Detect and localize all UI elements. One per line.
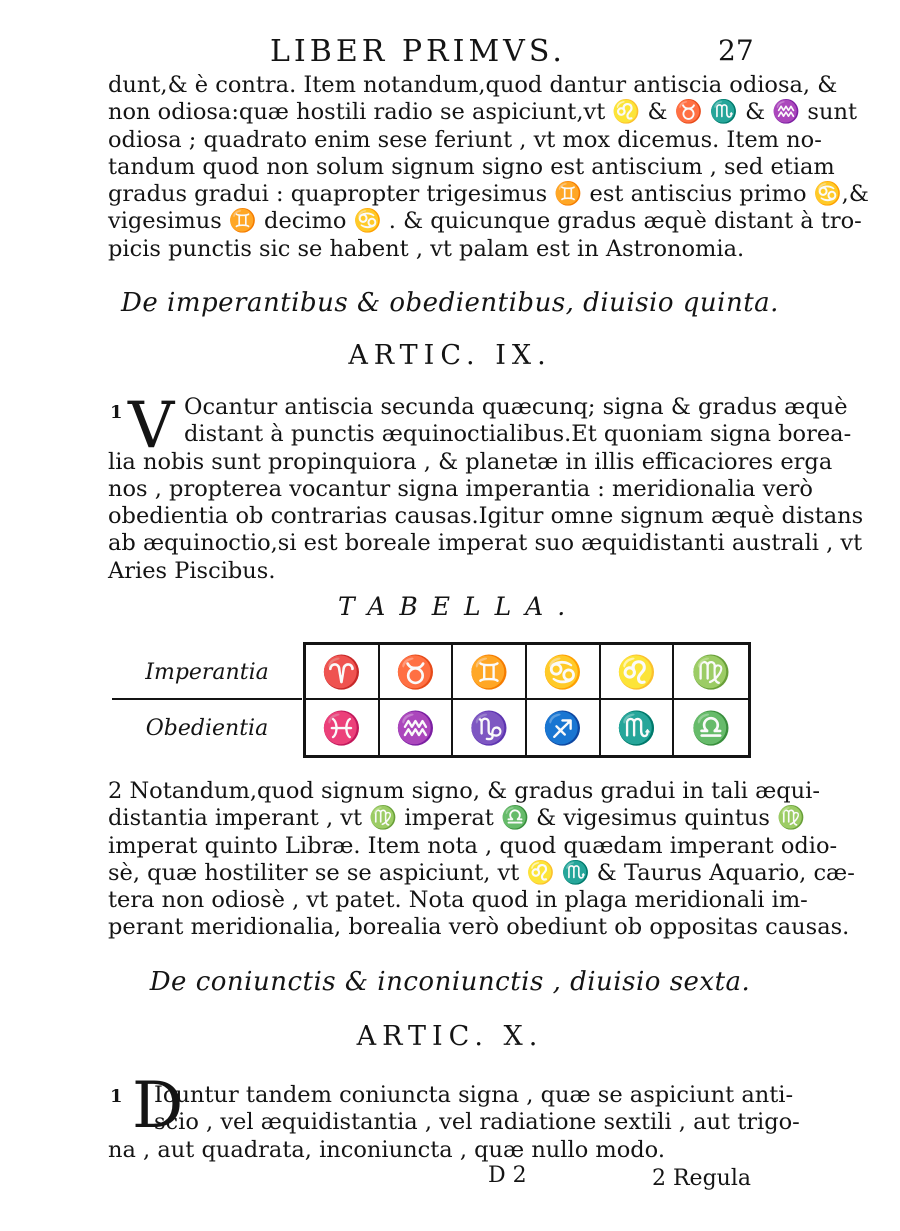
scorpio-icon: ♏ [601,700,675,755]
text-line: scio , vel æquidistantia , vel radiatione sextili , aut trigo- [154,1109,800,1136]
text-line: tera non odiosè , vt patet. Nota quod in plaga meridionali im- [108,887,808,914]
taurus-icon: ♉ [380,645,454,700]
text-line: na , aut quadrata, inconiuncta , quæ nullo modo. [108,1136,665,1163]
section-heading-ix: De imperantibus & obedientibus, diuisio quinta. [121,288,779,318]
text-line: perant meridionalia, borealia verò obediunt ob oppositas causas. [108,914,850,941]
aquarius-icon: ♒ [380,700,454,755]
text-line: gradus gradui : quapropter trigesimus ♊ est antiscius primo ♋,& [108,181,869,208]
sagittarius-icon: ♐ [527,700,601,755]
text-line: 2 Notandum,quod signum signo, & gradus gradui in tali æqui- [108,778,820,804]
paragraph-ix [108,389,864,585]
drop-cap: V [128,389,175,463]
page-number: 27 [718,34,754,67]
capricorn-icon: ♑ [453,700,527,755]
text-line: non odiosa:quæ hostili radio se aspiciunt,vt ♌ & ♉ ♏ & ♒ sunt [108,99,857,126]
text-line: Ocantur antiscia secunda quæcunq; signa & gradus æquè [184,394,848,420]
virgo-icon: ♍ [674,645,748,700]
signature-mark: D 2 [488,1163,527,1188]
text-line: vigesimus ♊ decimo ♋ . & quicunque gradus æquè distant à tro- [108,208,862,235]
paragraph-2 [108,778,855,942]
text-line: obedientia ob contrarias causas.Igitur omne signum æquè distans [108,503,864,530]
section-heading-x: De coniunctis & inconiunctis , diuisio sexta. [149,967,751,997]
text-line: lia nobis sunt propinquiora , & planetæ in illis efficaciores erga [108,448,833,475]
page-header [0,34,900,74]
text-line: ab æquinoctio,si est boreale imperat suo æquidistanti australi , vt [108,530,863,557]
paragraph-number: 1 [110,1086,123,1107]
text-line: picis punctis sic se habent , vt palam est in Astronomia. [108,235,745,262]
text-line: distant à punctis æquinoctialibus.Et quoniam signa borea- [184,421,852,448]
text-line: dunt,& è contra. Item notandum,quod dantur antiscia odiosa, & [108,72,838,98]
gemini-icon: ♊ [453,645,527,700]
text-line: imperat quinto Libræ. Item nota , quod quædam imperant odio- [108,832,838,859]
table-divider [112,698,302,700]
text-line: tandum quod non solum signum signo est antiscium , sed etiam [108,153,835,180]
cancer-icon: ♋ [527,645,601,700]
row-label-obedientia: Obedientia [145,716,269,741]
paragraph-number: 1 [110,402,123,423]
aries-icon: ♈ [306,645,380,700]
row-label-imperantia: Imperantia [145,660,269,685]
text-line: sè, quæ hostiliter se se aspiciunt, vt ♌ ♏ & Taurus Aquario, cæ- [108,859,855,886]
running-title: LIBER PRIMVS. [270,34,566,69]
text-line: Icuntur tandem coniuncta signa , quæ se aspiciunt anti- [154,1082,794,1108]
paragraph-top [108,72,869,263]
text-line: nos , propterea vocantur signa imperantia : meridionalia verò [108,475,813,502]
text-line: distantia imperant , vt ♍ imperat ♎ & vigesimus quintus ♍ [108,805,806,832]
catchword: 2 Regula [652,1166,751,1191]
paragraph-x [108,1082,800,1164]
text-line: odiosa ; quadrato enim sese feriunt , vt mox dicemus. Item no- [108,126,822,153]
libra-icon: ♎ [691,708,732,747]
drop-cap: D [132,1069,184,1143]
leo-icon: ♌ [601,645,675,700]
article-title-ix: ARTIC. IX. [348,340,552,371]
text-line: Aries Piscibus. [108,557,276,584]
pisces-icon: ♓ [306,700,380,755]
table-caption: TABELLA. [338,592,580,621]
zodiac-sign-table [303,642,751,758]
article-title-x: ARTIC. X. [356,1021,544,1052]
